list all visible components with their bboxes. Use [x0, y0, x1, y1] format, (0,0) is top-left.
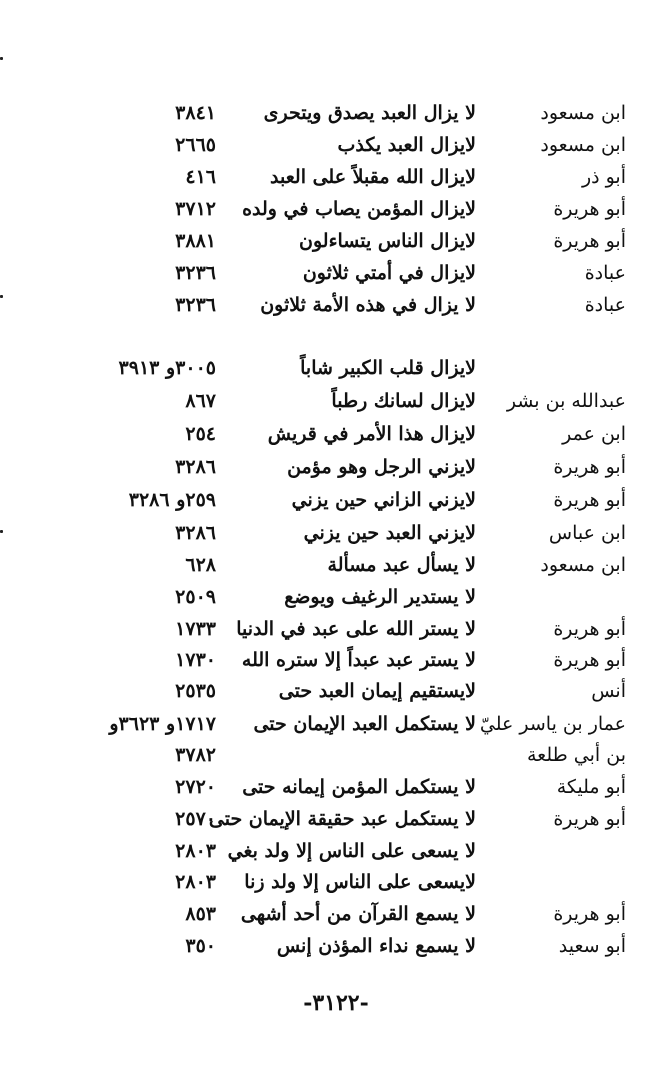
narrator-cell: أبو هريرة — [553, 618, 626, 640]
table-row — [0, 645, 672, 675]
reference-cell: ١٧٣٠ — [175, 649, 216, 671]
reference-cell: ٣٠٠٥و ٣٩١٣ — [118, 357, 216, 379]
hadith-cell: لا يستكمل المؤمن إيمانه حتى — [242, 776, 476, 798]
table-row — [0, 772, 672, 802]
reference-cell: ٢٧٢٠ — [175, 776, 216, 798]
narrator-cell: أبو هريرة — [553, 456, 626, 478]
hadith-cell: لايزال قلب الكبير شاباً — [300, 357, 476, 379]
reference-cell: ٣٧٨٢ — [175, 744, 216, 766]
hadith-cell: لايزال المؤمن يصاب في ولده — [242, 198, 476, 220]
hadith-cell: لايستقيم إيمان العبد حتى — [278, 680, 476, 702]
hadith-cell: لا يستدير الرغيف ويوضع — [284, 586, 476, 608]
reference-cell: ٣٢٨٦ — [175, 522, 216, 544]
hadith-cell: لا يسأل عبد مسألة — [327, 554, 476, 576]
hadith-cell: لايزال الله مقبلاً على العبد — [270, 166, 476, 188]
table-row — [0, 709, 672, 739]
hadith-cell: لايزني الزاني حين يزني — [291, 489, 476, 511]
hadith-cell: لا يزال العبد يصدق ويتحرى — [263, 102, 476, 124]
reference-cell: ٨٦٧ — [185, 390, 216, 412]
table-row — [0, 98, 672, 128]
table-row — [0, 867, 672, 897]
reference-cell: ٢٥٤ — [185, 423, 216, 445]
hadith-cell: لايزني الرجل وهو مؤمن — [287, 456, 476, 478]
page-number: -٣١٢٢- — [303, 990, 369, 1016]
hadith-cell: لا يستر الله على عبد في الدنيا — [236, 618, 476, 640]
reference-cell: ٢٦٦٥ — [175, 134, 216, 156]
reference-cell: ٣٧١٢ — [175, 198, 216, 220]
hadith-cell: لا يستكمل العبد الإيمان حتى — [253, 713, 476, 735]
table-row — [0, 258, 672, 288]
table-row — [0, 899, 672, 929]
narrator-cell: أبو هريرة — [553, 808, 626, 830]
table-row — [0, 130, 672, 160]
narrator-cell: أبو هريرة — [553, 489, 626, 511]
reference-cell: ٣٥٠ — [185, 935, 216, 957]
hadith-cell: لايزال الناس يتساءلون — [299, 230, 476, 252]
narrator-cell: ابن مسعود — [540, 554, 626, 576]
table-row — [0, 194, 672, 224]
hadith-cell: لايزال لسانك رطباً — [331, 390, 476, 412]
reference-cell: ١٧١٧و ٣٦٢٣و — [109, 713, 216, 735]
hadith-cell: لايزال هذا الأمر في قريش — [267, 423, 476, 445]
narrator-cell: ابن مسعود — [540, 102, 626, 124]
reference-cell: ٣٨٨١ — [175, 230, 216, 252]
table-row — [0, 290, 672, 320]
table-row — [0, 162, 672, 192]
hadith-cell: لا يسمع القرآن من أحد أشهى — [240, 903, 476, 925]
narrator-cell: أنس — [591, 680, 626, 702]
table-row — [0, 386, 672, 416]
narrator-cell: أبو هريرة — [553, 230, 626, 252]
hadith-cell: لا يسمع نداء المؤذن إنس — [276, 935, 476, 957]
table-row — [0, 676, 672, 706]
narrator-cell: ابن مسعود — [540, 134, 626, 156]
table-row — [0, 614, 672, 644]
table-row — [0, 836, 672, 866]
table-row — [0, 582, 672, 612]
margin-mark — [0, 57, 3, 60]
narrator-cell: عمار بن ياسر عليّ — [479, 713, 626, 735]
hadith-cell: لايزني العبد حين يزني — [303, 522, 476, 544]
table-row — [0, 353, 672, 383]
table-row — [0, 740, 672, 770]
reference-cell: ٣٢٣٦ — [175, 262, 216, 284]
narrator-cell: عبادة — [584, 294, 626, 316]
narrator-cell: ابن عمر — [562, 423, 626, 445]
table-row — [0, 419, 672, 449]
reference-cell: ٢٨٠٣ — [175, 840, 216, 862]
narrator-cell: أبو مليكة — [556, 776, 626, 798]
reference-cell: ٢٥٩و ٣٢٨٦ — [128, 489, 216, 511]
narrator-cell: أبو سعيد — [558, 935, 626, 957]
reference-cell: ٢٥٠٩ — [175, 586, 216, 608]
hadith-cell: لا يستر عبد عبداً إلا ستره الله — [241, 649, 476, 671]
narrator-cell: أبو ذر — [581, 166, 626, 188]
hadith-cell: لا يزال في هذه الأمة ثلاثون — [260, 294, 476, 316]
table-row — [0, 931, 672, 961]
narrator-cell: أبو هريرة — [553, 649, 626, 671]
narrator-cell: بن أبي طلعة — [527, 744, 626, 766]
reference-cell: ٣٢٨٦ — [175, 456, 216, 478]
hadith-cell: لايسعى على الناس إلا ولد زنا — [244, 871, 476, 893]
reference-cell: ٣٨٤١ — [175, 102, 216, 124]
narrator-cell: أبو هريرة — [553, 198, 626, 220]
hadith-cell: لايزال العبد يكذب — [337, 134, 476, 156]
table-row — [0, 452, 672, 482]
hadith-cell: لايزال في أمتي ثلاثون — [302, 262, 476, 284]
reference-cell: ٨٥٣ — [185, 903, 216, 925]
hadith-cell: لا يسعى على الناس إلا ولد بغي — [227, 840, 476, 862]
reference-cell: ٣٢٣٦ — [175, 294, 216, 316]
reference-cell: ٢٥٧٠ — [175, 808, 216, 830]
table-row — [0, 226, 672, 256]
table-row — [0, 518, 672, 548]
reference-cell: ٤١٦ — [185, 166, 216, 188]
reference-cell: ٢٨٠٣ — [175, 871, 216, 893]
narrator-cell: عبادة — [584, 262, 626, 284]
hadith-cell: لا يستكمل عبد حقيقة الإيمان حتى — [208, 808, 476, 830]
table-row — [0, 550, 672, 580]
narrator-cell: عبدالله بن بشر — [506, 390, 626, 412]
narrator-cell: ابن عباس — [548, 522, 626, 544]
reference-cell: ٦٢٨ — [185, 554, 216, 576]
table-row — [0, 485, 672, 515]
narrator-cell: أبو هريرة — [553, 903, 626, 925]
table-row — [0, 804, 672, 834]
reference-cell: ٢٥٣٥ — [175, 680, 216, 702]
reference-cell: ١٧٣٣ — [175, 618, 216, 640]
